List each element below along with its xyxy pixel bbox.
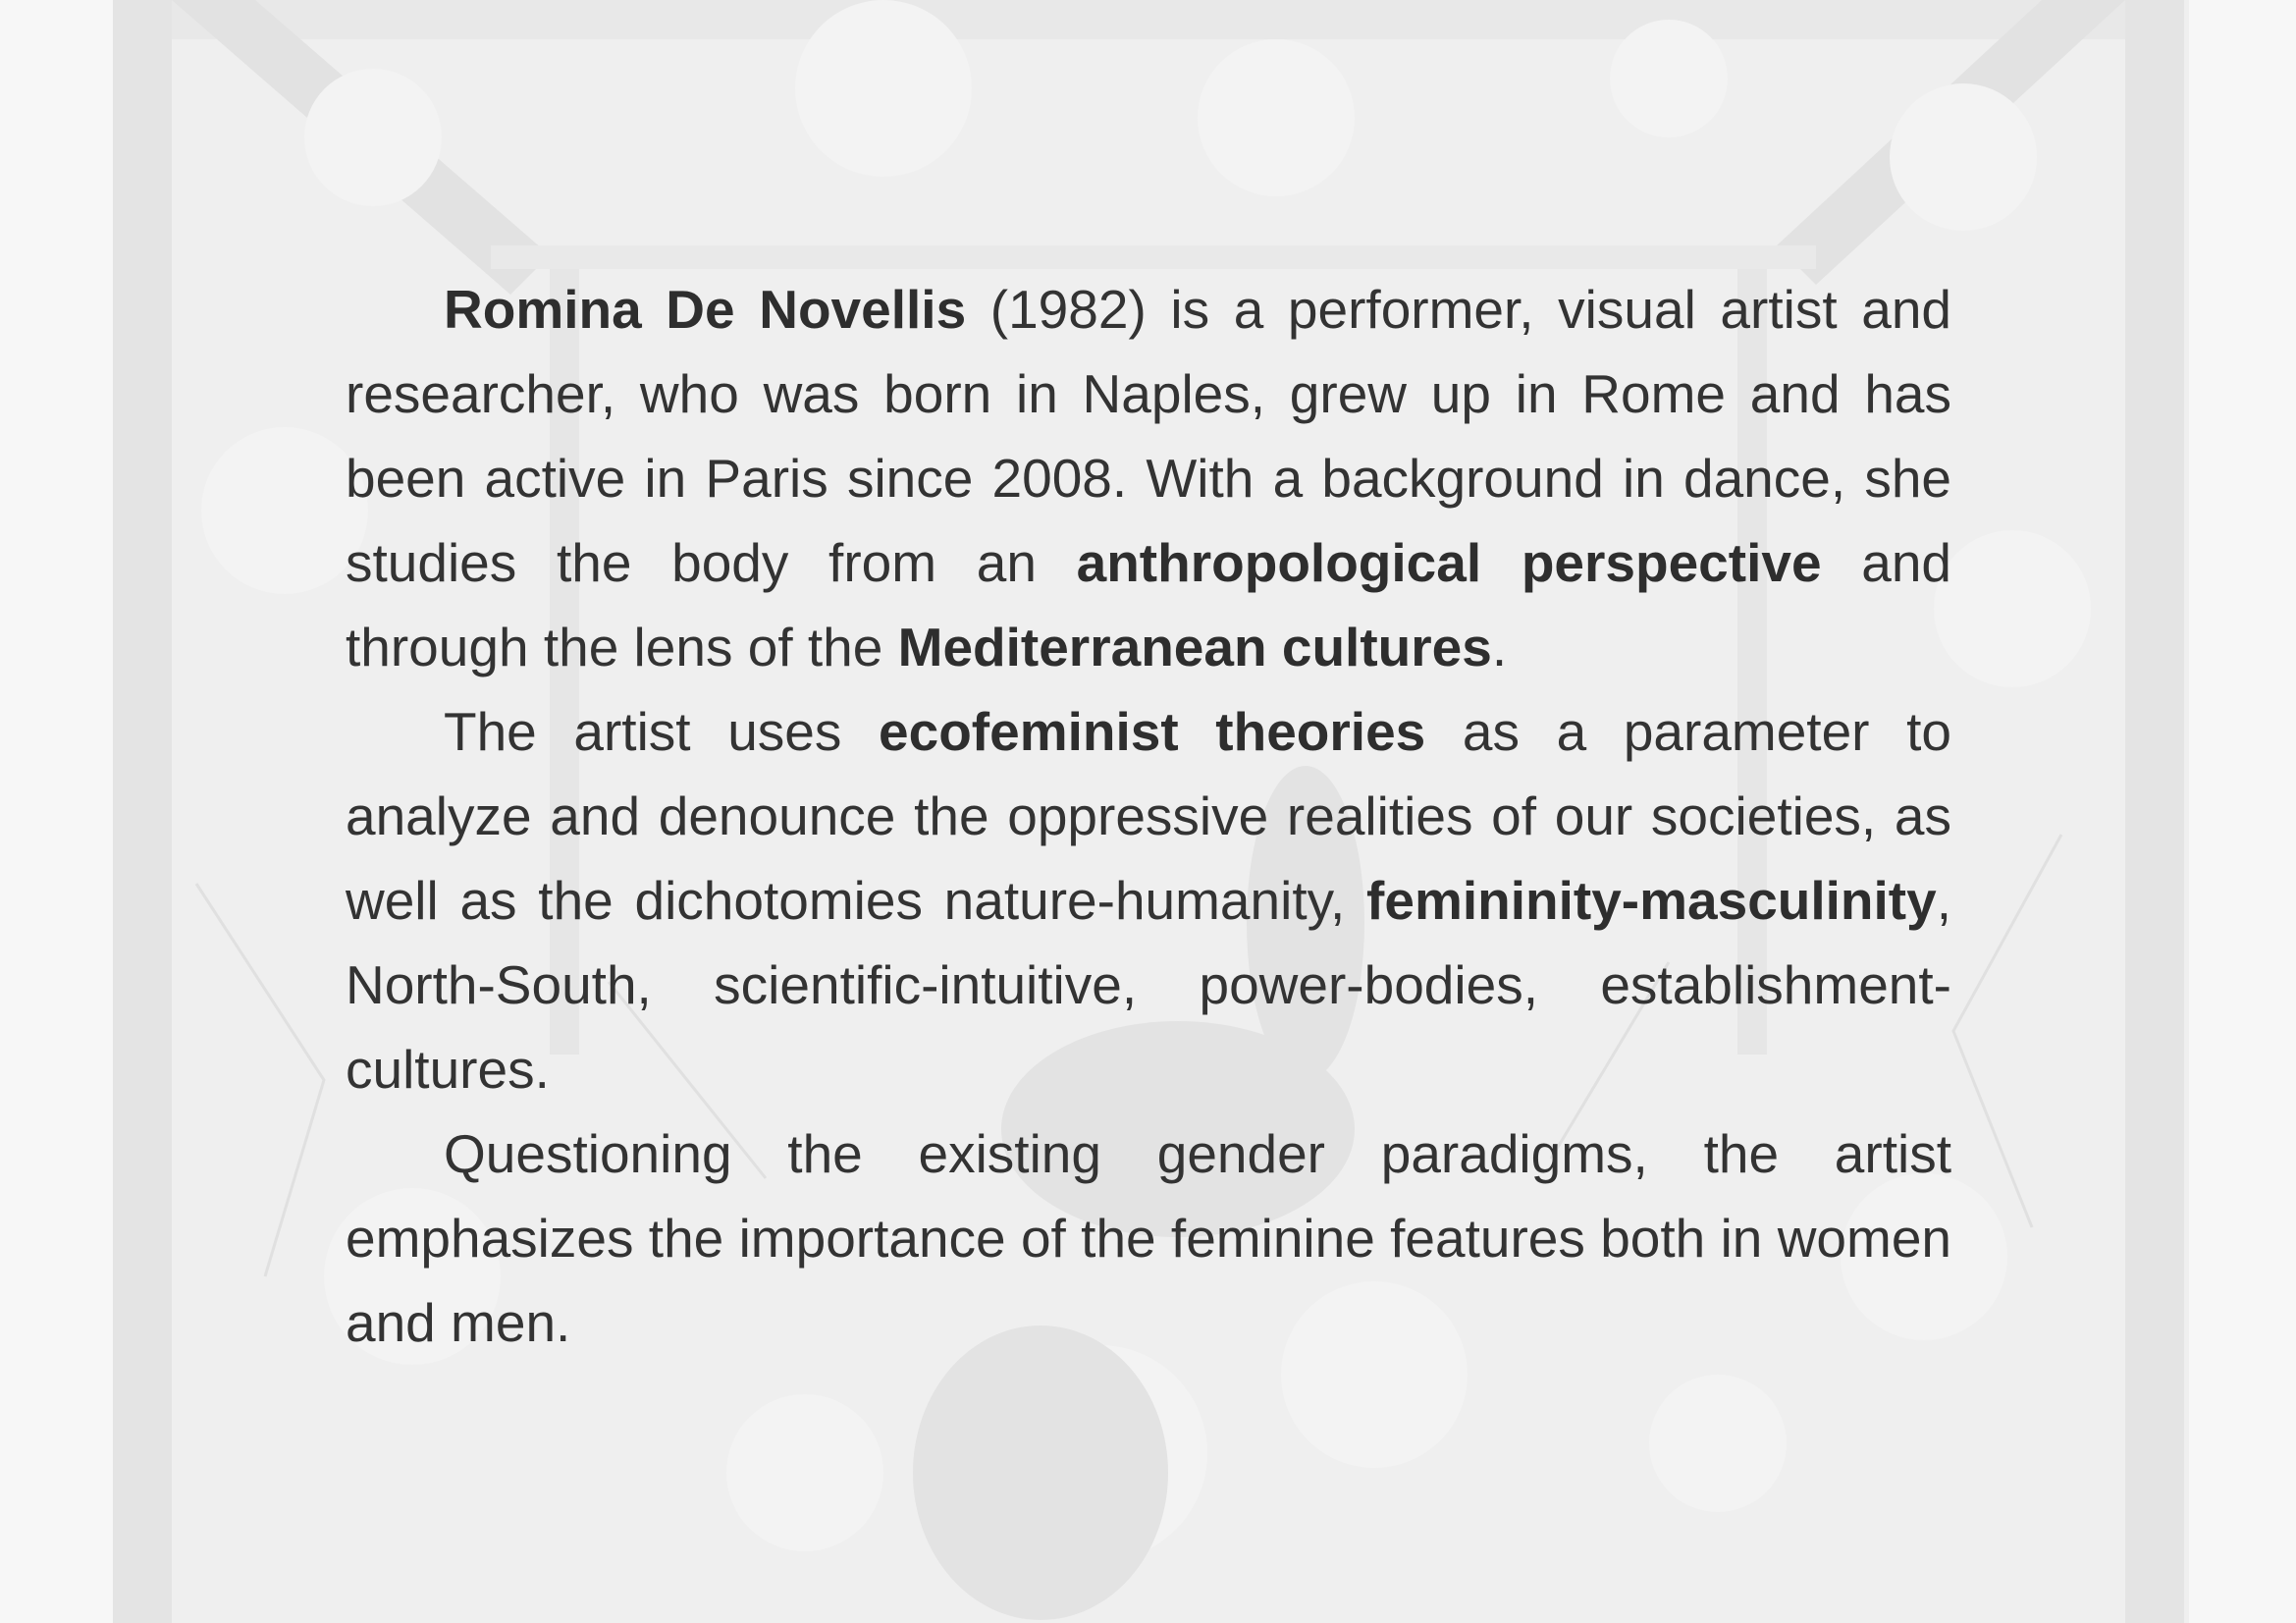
- text-span: The artist uses: [444, 701, 880, 762]
- emphasis-ecofeminist-theories: ecofeminist theories: [879, 701, 1426, 762]
- text-span: .: [1491, 617, 1508, 677]
- text-span: as a parameter to analyze and denounce the oppressive realities of our societies, as well as the dichotomies nature-humanity,: [346, 701, 1951, 931]
- text-span: (1982) is a performer, visual artist and researcher, who was born in Naples, grew up in Rome and has been active in Paris since 2008. With a background in dance, she studies the body from an: [346, 279, 1951, 593]
- biography-paragraph-3: [346, 1111, 1951, 1365]
- text-span: and through the lens of the: [346, 532, 1952, 677]
- emphasis-anthropological-perspective: anthropological perspective: [1076, 532, 1822, 593]
- text-span: Questioning the existing gender paradigms, the artist emphasizes the importance of the feminine features both in women and men.: [346, 1123, 1951, 1353]
- biography-paragraph-2: [346, 689, 1951, 1111]
- emphasis-femininity-masculinity: femininity-masculinity: [1366, 870, 1937, 931]
- text-span: , North-South, scientific-intuitive, power-bodies, establishment-cultures.: [346, 870, 1951, 1100]
- biography-paragraph-1: [346, 267, 1951, 689]
- biography-text: [346, 267, 1951, 1365]
- artist-name: Romina De Novellis: [444, 279, 967, 340]
- emphasis-mediterranean-cultures: Mediterranean cultures: [897, 617, 1492, 677]
